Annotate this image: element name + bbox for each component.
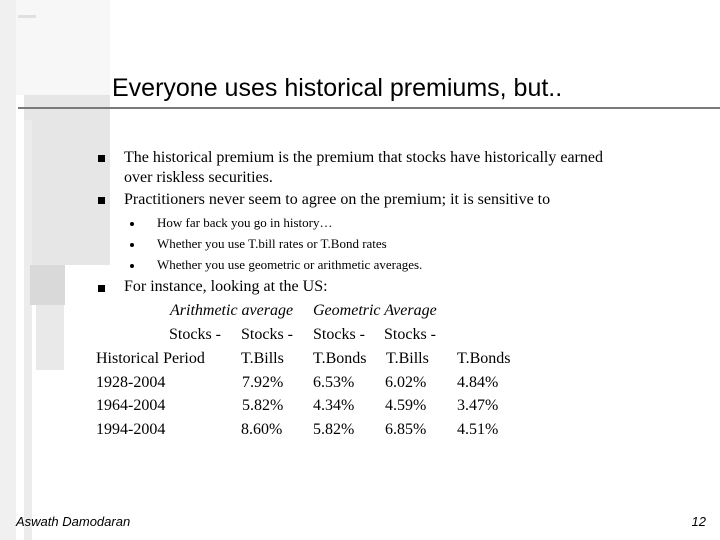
header-cell: T.Bonds: [313, 350, 367, 367]
title-underline: [18, 107, 720, 109]
header-cell: Stocks -: [313, 326, 365, 343]
table-row: [0, 397, 720, 419]
square-bullet-icon: [98, 155, 105, 162]
value-cell: 4.84%: [457, 374, 499, 391]
bullet-text-continued: over riskless securities.: [124, 169, 273, 186]
value-cell: 3.47%: [457, 397, 499, 414]
value-cell: 8.60%: [241, 421, 283, 438]
sub-bullet-text: Whether you use geometric or arithmetic averages.: [157, 257, 423, 272]
table-header-row: [0, 326, 720, 348]
value-cell: 4.51%: [457, 421, 499, 438]
table-header-row: [0, 302, 720, 324]
background-block: [30, 265, 65, 305]
header-cell: T.Bills: [241, 350, 284, 367]
square-bullet-icon: [98, 285, 105, 292]
square-bullet-icon: [98, 197, 105, 204]
header-cell: Historical Period: [96, 350, 205, 367]
bullet-text: Practitioners never seem to agree on the premium; it is sensitive to: [124, 191, 551, 208]
background-block: [24, 95, 110, 265]
round-bullet-icon: [130, 264, 134, 268]
table-row: [0, 374, 720, 396]
background-mark: [18, 15, 36, 18]
header-geometric: Geometric Average: [313, 302, 437, 319]
header-cell: T.Bonds: [457, 350, 511, 367]
period-cell: 1964-2004: [96, 397, 166, 414]
header-cell: Stocks -: [241, 326, 293, 343]
value-cell: 4.59%: [385, 397, 427, 414]
value-cell: 4.34%: [313, 397, 355, 414]
sub-bullet-text: Whether you use T.bill rates or T.Bond rates: [157, 236, 387, 251]
period-cell: 1994-2004: [96, 421, 166, 438]
value-cell: 5.82%: [242, 397, 284, 414]
table-header-row: [0, 350, 720, 372]
period-cell: 1928-2004: [96, 374, 166, 391]
header-cell: Stocks -: [384, 326, 436, 343]
table-row: [0, 421, 720, 443]
slide-title: Everyone uses historical premiums, but..: [112, 74, 563, 102]
page-number: 12: [691, 514, 706, 529]
header-arithmetic: Arithmetic average: [170, 302, 294, 319]
value-cell: 6.53%: [313, 374, 355, 391]
sub-bullet-text: How far back you go in history…: [157, 215, 333, 230]
header-cell: T.Bills: [386, 350, 429, 367]
header-cell: Stocks -: [169, 326, 221, 343]
background-strip: [0, 0, 16, 540]
value-cell: 7.92%: [242, 374, 284, 391]
value-cell: 6.85%: [385, 421, 427, 438]
value-cell: 5.82%: [313, 421, 355, 438]
round-bullet-icon: [130, 222, 134, 226]
bullet-text: The historical premium is the premium that stocks have historically earned: [124, 149, 603, 166]
round-bullet-icon: [130, 243, 134, 247]
footer-author: Aswath Damodaran: [16, 514, 131, 529]
bullet-text: For instance, looking at the US:: [124, 278, 328, 295]
value-cell: 6.02%: [385, 374, 427, 391]
